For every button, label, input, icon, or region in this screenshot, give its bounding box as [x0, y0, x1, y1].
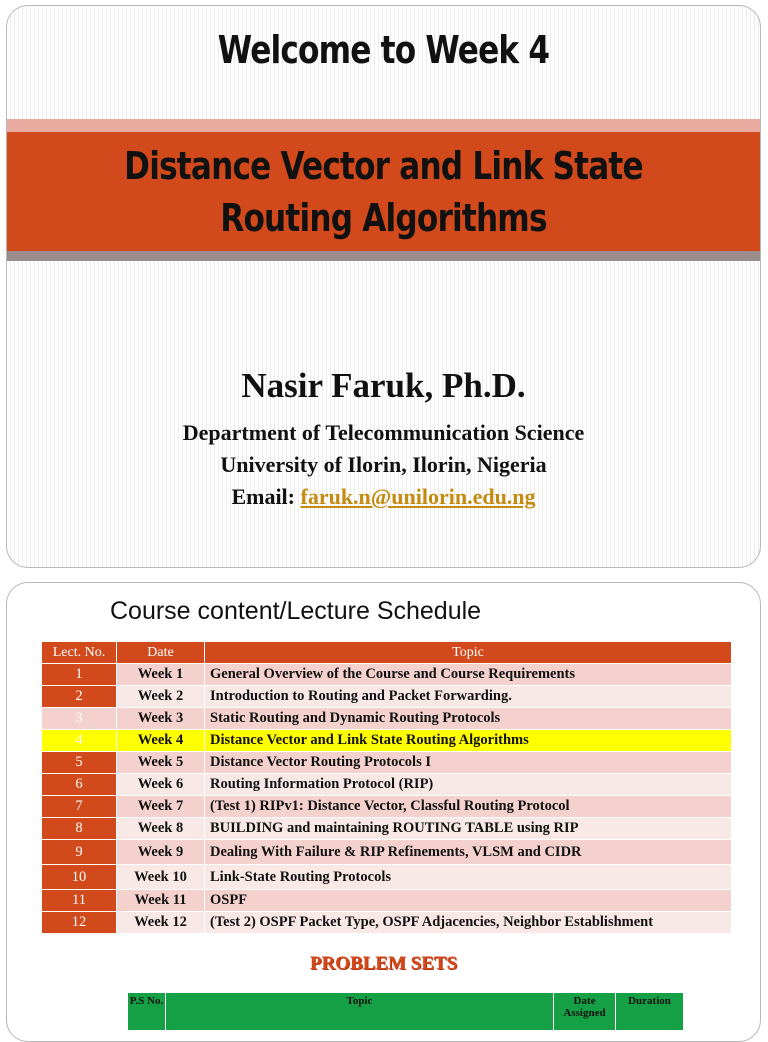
lecture-date: Week 10: [117, 865, 205, 890]
lecture-topic: (Test 1) RIPv1: Distance Vector, Classful Routing Protocol: [205, 796, 732, 818]
table-header-row: [128, 993, 684, 1031]
title-slide: [6, 5, 761, 568]
lecture-number: 9: [42, 840, 117, 865]
schedule-slide: [6, 582, 761, 1042]
lecture-topic: Static Routing and Dynamic Routing Protocols: [205, 708, 732, 730]
problem-sets-table: [127, 992, 684, 1031]
lecture-number: 8: [42, 818, 117, 840]
lecture-topic: Dealing With Failure & RIP Refinements, VLSM and CIDR: [205, 840, 732, 865]
lecture-topic: (Test 2) OSPF Packet Type, OSPF Adjacencies, Neighbor Establishment: [205, 912, 732, 934]
slide-title: Welcome to Week 4: [217, 28, 550, 72]
banner-line-2: Routing Algorithms: [220, 195, 547, 240]
email-line: [7, 484, 760, 510]
schedule-table: [41, 641, 732, 934]
column-header-duration: Duration: [616, 993, 684, 1031]
lecture-number: 2: [42, 686, 117, 708]
lecture-date: Week 8: [117, 818, 205, 840]
lecture-date: Week 1: [117, 664, 205, 686]
column-header-topic: Topic: [205, 642, 732, 664]
lecture-date: Week 9: [117, 840, 205, 865]
column-header-date-assigned: Date Assigned: [554, 993, 616, 1031]
table-row: [42, 890, 732, 912]
email-label: Email:: [231, 484, 295, 509]
banner-text: [75, 132, 692, 251]
lecture-topic: OSPF: [205, 890, 732, 912]
lecture-number: 1: [42, 664, 117, 686]
banner-line-1: Distance Vector and Link State: [124, 143, 643, 188]
university: University of Ilorin, Ilorin, Nigeria: [220, 452, 547, 477]
table-row: [42, 818, 732, 840]
lecture-number: 4: [42, 730, 117, 752]
lecture-date: Week 12: [117, 912, 205, 934]
lecture-date: Week 4: [117, 730, 205, 752]
email-link[interactable]: faruk.n@unilorin.edu.ng: [300, 484, 536, 509]
table-row: [42, 686, 732, 708]
lecture-topic: Routing Information Protocol (RIP): [205, 774, 732, 796]
lecture-date: Week 11: [117, 890, 205, 912]
lecture-date: Week 5: [117, 752, 205, 774]
table-row: [42, 912, 732, 934]
table-row: [42, 865, 732, 890]
problem-sets-heading: PROBLEM SETS: [309, 953, 458, 974]
table-row: [42, 774, 732, 796]
lecture-number: 10: [42, 865, 117, 890]
lecture-topic: General Overview of the Course and Course Requirements: [205, 664, 732, 686]
lecture-topic: Introduction to Routing and Packet Forwarding.: [205, 686, 732, 708]
column-header-date: Date: [117, 642, 205, 664]
table-row: [42, 708, 732, 730]
lecture-number: 6: [42, 774, 117, 796]
lecture-number: 7: [42, 796, 117, 818]
slide-title: Course content/Lecture Schedule: [110, 597, 482, 625]
lecture-date: Week 2: [117, 686, 205, 708]
lecture-date: Week 6: [117, 774, 205, 796]
author-name: Nasir Faruk, Ph.D.: [241, 366, 526, 405]
lecture-date: Week 3: [117, 708, 205, 730]
lecture-topic: Distance Vector and Link State Routing Algorithms: [205, 730, 732, 752]
banner-bottom-stripe: [7, 251, 760, 261]
lecture-number: 12: [42, 912, 117, 934]
lecture-topic: Distance Vector Routing Protocols I: [205, 752, 732, 774]
column-header-lect-no: Lect. No.: [42, 642, 117, 664]
table-row: [42, 796, 732, 818]
table-header-row: [42, 642, 732, 664]
lecture-number: 3: [42, 708, 117, 730]
lecture-number: 5: [42, 752, 117, 774]
table-row: [42, 664, 732, 686]
lecture-topic: Link-State Routing Protocols: [205, 865, 732, 890]
department: Department of Telecommunication Science: [182, 420, 585, 445]
banner: [7, 132, 760, 251]
lecture-topic: BUILDING and maintaining ROUTING TABLE using RIP: [205, 818, 732, 840]
lecture-number: 11: [42, 890, 117, 912]
column-header-ps-no: P.S No.: [128, 993, 166, 1031]
table-row: [42, 752, 732, 774]
table-row: [42, 840, 732, 865]
banner-top-stripe: [7, 119, 760, 132]
lecture-date: Week 7: [117, 796, 205, 818]
column-header-topic: Topic: [166, 993, 554, 1031]
table-row-current: [42, 730, 732, 752]
